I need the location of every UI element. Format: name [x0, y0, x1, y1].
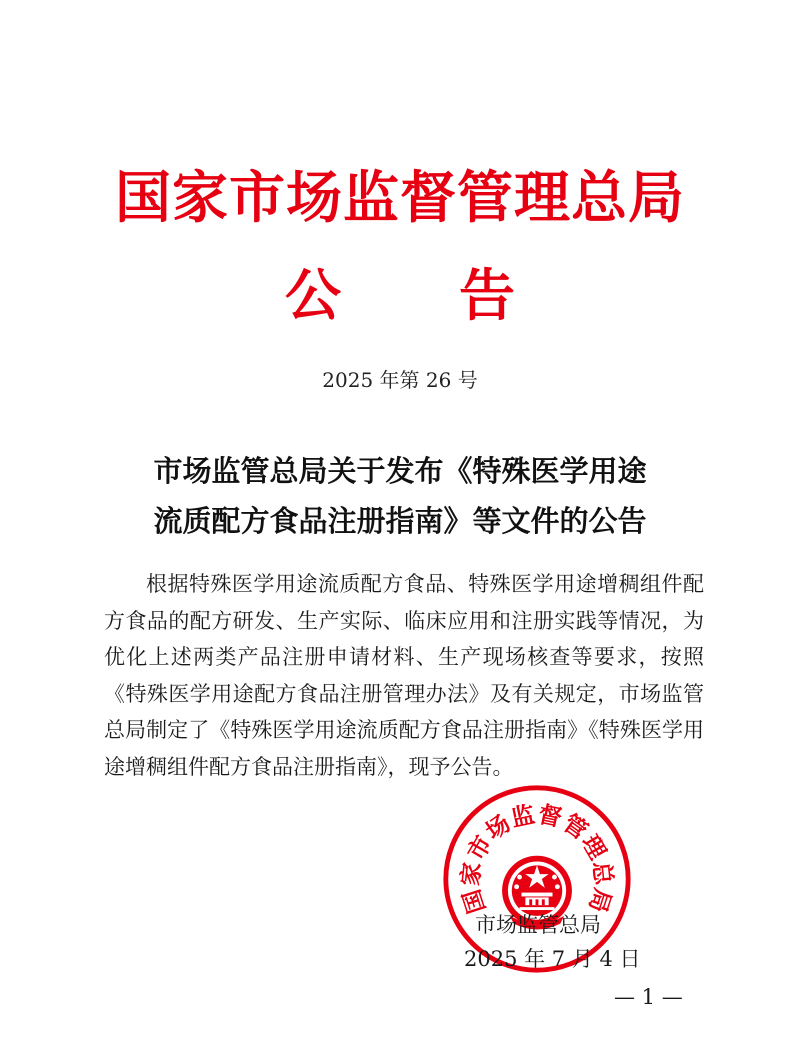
headline-line-1: 市场监管总局关于发布《特殊医学用途 — [153, 454, 647, 488]
signature-agency: 市场监管总局 — [475, 913, 601, 937]
document-type-heading — [0, 260, 800, 332]
page-number: — 1 — — [614, 985, 683, 1009]
doc-type-char-right: 告 — [459, 263, 515, 329]
doc-type-char-left: 公 — [285, 263, 341, 329]
document-number: 2025 年第 26 号 — [322, 368, 478, 392]
signature-date: 2025 年 7 月 4 日 — [464, 947, 641, 971]
headline-line-2: 流质配方食品注册指南》等文件的公告 — [153, 504, 647, 538]
body-paragraph: 根据特殊医学用途流质配方食品、特殊医学用途增稠组件配方食品的配方研发、生产实际、临床应用和注册实践等情况，为优化上述两类产品注册申请材料、生产现场核查等要求，按照《特殊医学用途配方食品注册管理办法》及有关规定，市场监管总局制定了《特殊医学用途流质配方食品注册指南》《特殊医学用途增稠组件配方食品注册指南》，现予公告。 — [104, 572, 704, 779]
agency-title: 国家市场监督管理总局 — [115, 165, 685, 231]
seal-text: 国家市场监督管理总局 — [456, 800, 618, 917]
announcement-headline — [0, 446, 800, 546]
